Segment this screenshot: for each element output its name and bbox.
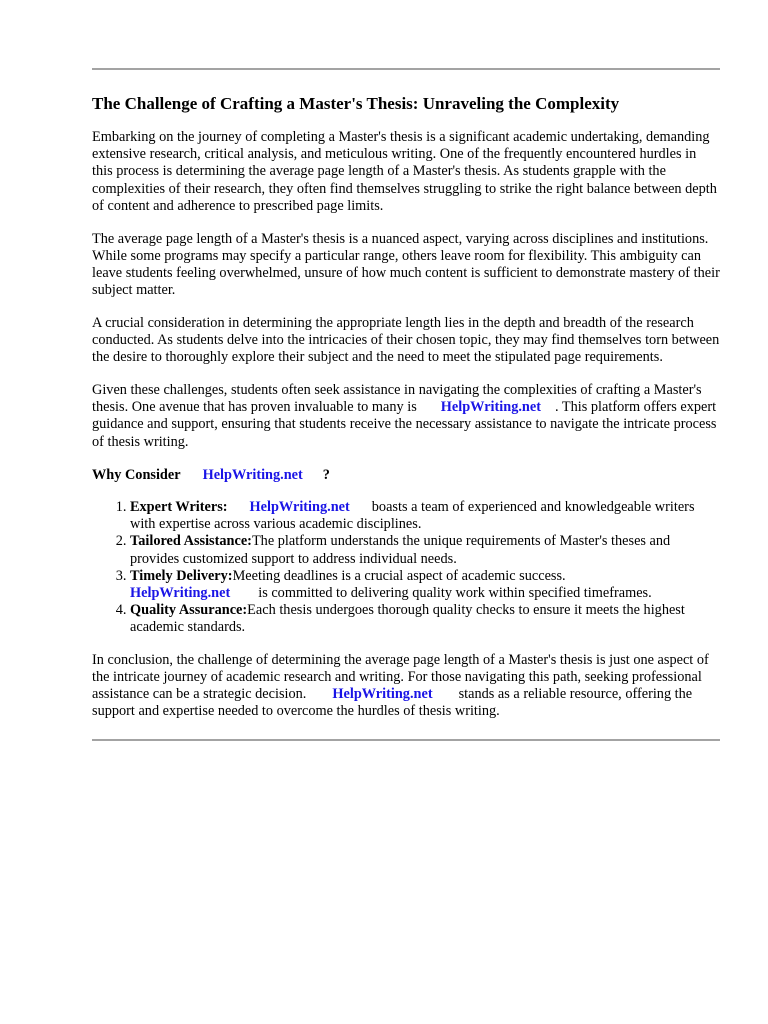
helpwriting-link-5[interactable]: HelpWriting.net — [332, 685, 433, 702]
paragraph-assistance — [92, 382, 720, 451]
conclusion-text-after: stands as a reliable resource, offering the support and expertise needed to overcome the hurdles of thesis writing. — [92, 685, 693, 720]
bottom-divider — [92, 739, 720, 741]
page-title: The Challenge of Crafting a Master's Thesis: Unraveling the Complexity — [92, 94, 620, 113]
paragraph-intro: Embarking on the journey of completing a Master's thesis is a significant academic undertaking, demanding extensive research, critical analysis, and meticulous writing. One of the frequently encountered hurdles in this process is determining the average page length of a Master's thesis. As students grapple with the complexities of their research, they often find themselves struggling to strike the right balance between depth of content and adherence to prescribed page limits. — [92, 129, 717, 214]
helpwriting-link-1[interactable]: HelpWriting.net — [440, 399, 541, 416]
list-item-text: Meeting deadlines is a crucial aspect of academic success. — [232, 567, 566, 584]
reasons-list — [92, 499, 720, 637]
top-divider — [92, 68, 720, 70]
why-consider-suffix: ? — [322, 466, 330, 483]
list-item-text: The platform understands the unique requirements of Master's theses and provides customized support to address individual needs. — [130, 533, 671, 567]
helpwriting-link-3[interactable]: HelpWriting.net — [249, 498, 350, 515]
list-item — [130, 499, 720, 533]
list-item-text-after: is committed to delivering quality work within specified timeframes. — [258, 584, 652, 601]
why-consider-label: Why Consider — [92, 466, 181, 483]
paragraph-page-length: The average page length of a Master's thesis is a nuanced aspect, varying across disciplines and institutions. While some programs may specify a particular range, others leave room for flexibility. This ambiguity can leave students feeling overwhelmed, unsure of how much content is sufficient to demonstrate mastery of their subject matter. — [92, 230, 720, 299]
conclusion-text: In conclusion, the challenge of determining the average page length of a Master's thesis is just one aspect of the intricate journey of academic research and writing. For those navigating this path, seeking professional assistance can be a strategic decision. — [92, 651, 709, 702]
why-consider-heading — [92, 467, 720, 484]
list-item-heading: Tailored Assistance: — [130, 533, 252, 550]
list-item — [130, 533, 720, 567]
list-item-heading: Expert Writers: — [130, 498, 228, 515]
paragraph-depth: A crucial consideration in determining the appropriate length lies in the depth and breadth of the research conducted. As students delve into the intricacies of their chosen topic, they may find themselves torn between the desire to thoroughly explore their subject and the need to meet the stipulated page requirements. — [92, 314, 720, 366]
list-item-text: Each thesis undergoes thorough quality checks to ensure it meets the highest academic standards. — [130, 602, 685, 636]
helpwriting-link-4[interactable]: HelpWriting.net — [130, 584, 231, 601]
helpwriting-link-2[interactable]: HelpWriting.net — [202, 466, 303, 483]
list-item — [130, 602, 720, 636]
list-item — [130, 568, 720, 602]
paragraph-assistance-text-after: . This platform offers expert guidance and support, ensuring that students receive the necessary assistance to navigate the intricate process of thesis writing. — [92, 399, 717, 450]
paragraph-assistance-text: Given these challenges, students often seek assistance in navigating the complexities of crafting a Master's thesis. One avenue that has proven invaluable to many is — [92, 381, 702, 416]
paragraph-conclusion — [92, 652, 720, 721]
list-item-heading: Quality Assurance: — [130, 602, 248, 619]
list-item-heading: Timely Delivery: — [130, 567, 233, 584]
document-page — [92, 68, 720, 741]
list-item-text: boasts a team of experienced and knowledgeable writers with expertise across various academic disciplines. — [130, 498, 695, 533]
